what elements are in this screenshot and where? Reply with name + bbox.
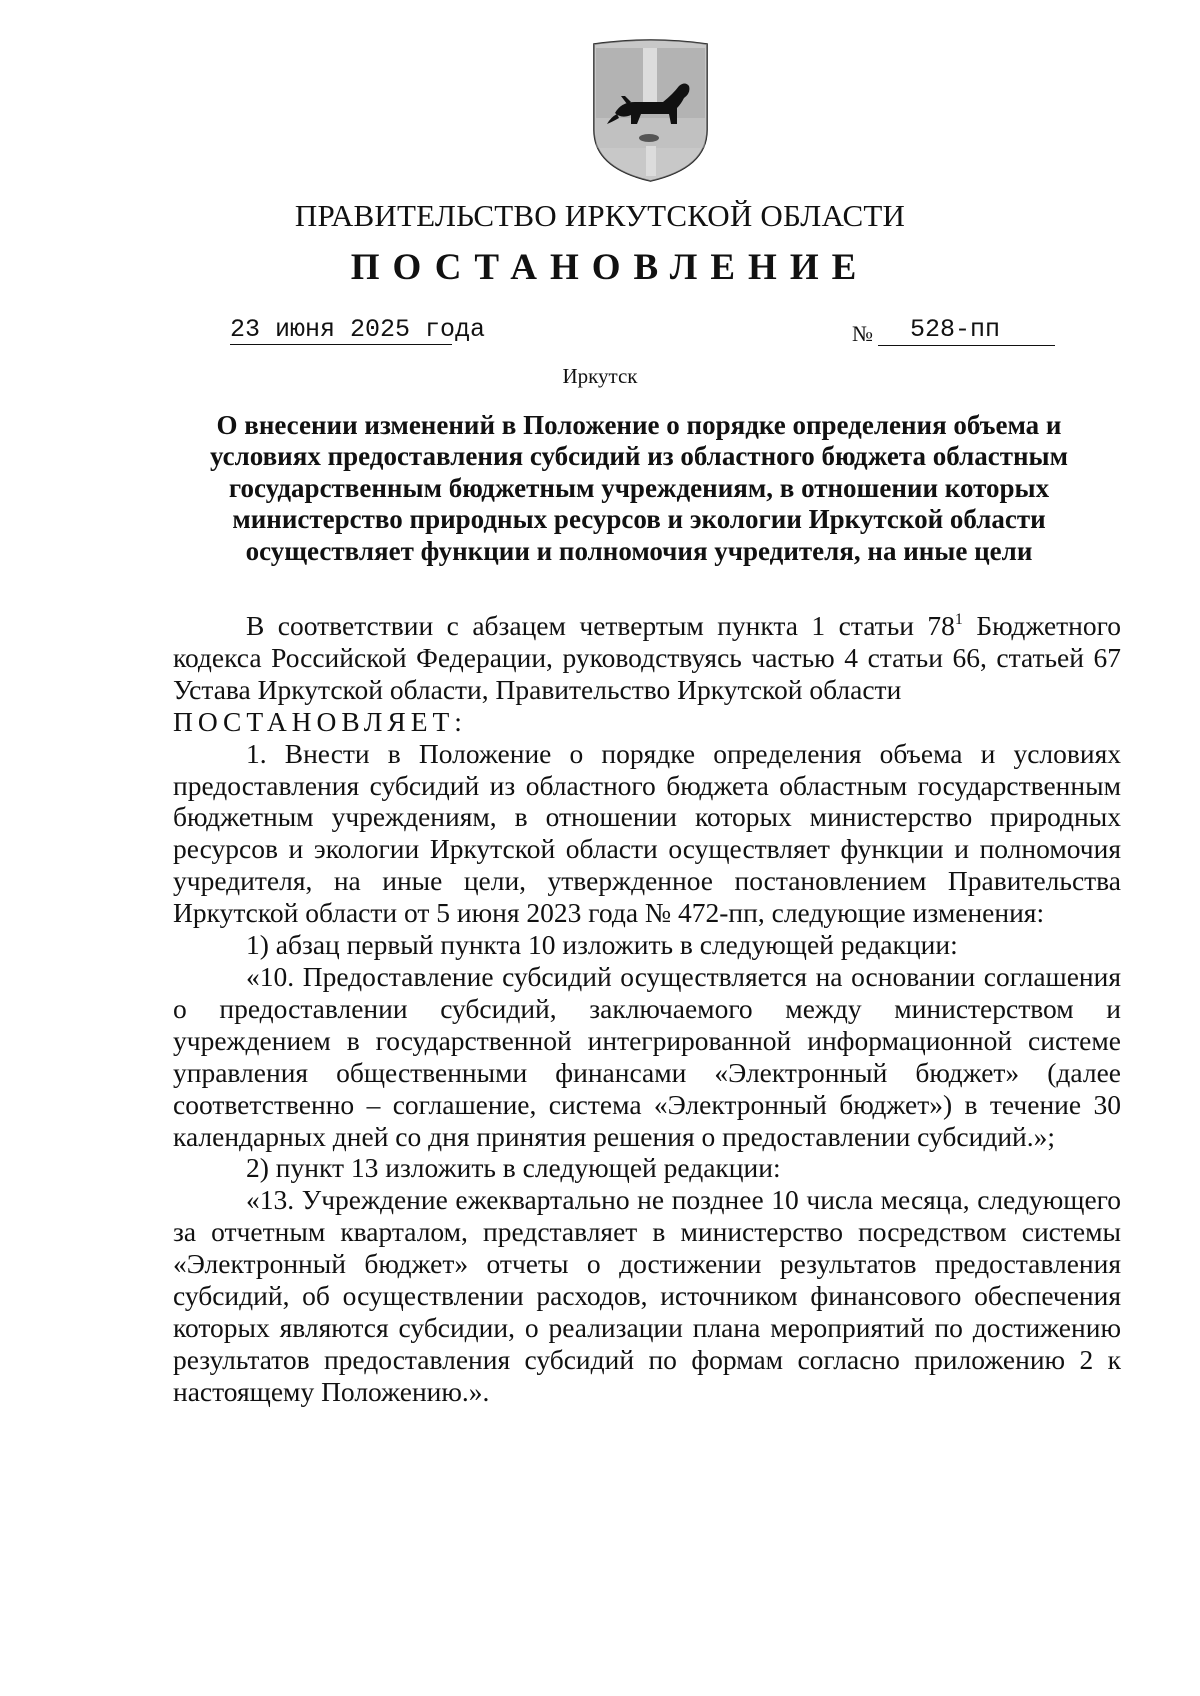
heading-line: осуществляет функции и полномочия учредителя, на иные цели	[245, 535, 1033, 566]
article-superscript: 1	[954, 611, 963, 628]
quote-point-10: «10. Предоставление субсидий осуществляется на основании соглашения о предоставлении субсидий, заключаемого между министерством и учреждением в государственной интегрированной информационной системе управления общественными финансами «Электронный бюджет» (далее соответственно – соглашение, система «Электронный бюджет») в течение 30 календарных дней со дня принятия решения о предоставлении субсидий.»;	[173, 960, 1121, 1152]
date-underline	[230, 344, 452, 345]
subitem-1-paragraph: 1) абзац первый пункта 10 изложить в следующей редакции:	[246, 929, 958, 961]
heading-line: министерство природных ресурсов и экологии Иркутской области	[232, 504, 1046, 535]
document-number: 528-пп	[910, 315, 1001, 344]
document-heading	[172, 410, 1106, 567]
document-type-title: ПОСТАНОВЛЕНИЕ	[350, 247, 870, 288]
city-name: Иркутск	[562, 364, 638, 388]
subitem-2-paragraph: 2) пункт 13 изложить в следующей редакции:	[246, 1152, 781, 1184]
item-1-paragraph: 1. Внести в Положение о порядке определения объема и условиях предоставления субсидий из областного бюджета областным государственным бюджетным учреждениям, в отношении которых министерство природных ресурсов и экологии Иркутской области осуществляет функции и полномочия учредителя, на иные цели, утвержденное постановлением Правительства Иркутской области от 5 июня 2023 года № 472-пп, следующие изменения:	[173, 737, 1121, 929]
heading-line: условиях предоставления субсидий из областного бюджета областным	[209, 441, 1069, 472]
decides-word: ПОСТАНОВЛЯЕТ:	[173, 705, 467, 737]
quote-point-13: «13. Учреждение ежеквартально не позднее 10 числа месяца, следующего за отчетным кварталом, представляет в министерство посредством системы «Электронный бюджет» отчеты о достижении результатов предоставления субсидий, об осуществлении расходов, источником финансового обеспечения которых являются субсидии, о реализации плана мероприятий по достижению результатов предоставления субсидий по формам согласно приложению 2 к настоящему Положению.».	[173, 1184, 1121, 1407]
government-title: ПРАВИТЕЛЬСТВО ИРКУТСКОЙ ОБЛАСТИ	[294, 198, 906, 233]
number-underline	[878, 345, 1055, 346]
heading-line: государственным бюджетным учреждениям, в отношении которых	[228, 472, 1050, 503]
document-date: 23 июня 2025 года	[230, 315, 486, 344]
number-sign: №	[852, 321, 873, 346]
preamble-paragraph	[173, 610, 1121, 706]
heading-line: О внесении изменений в Положение о порядке определения объема и	[216, 410, 1062, 440]
coat-of-arms-emblem	[591, 38, 710, 184]
document-body	[173, 610, 1121, 1408]
preamble-text-start: В соответствии с абзацем четвертым пункта 1 статьи 78	[246, 610, 955, 641]
preamble-text-end: Бюджетного кодекса Российской Федерации, руководствуясь частью 4 статьи 66, статьей 67 Устава Иркутской области, Правительство Иркутской области	[173, 610, 1121, 705]
